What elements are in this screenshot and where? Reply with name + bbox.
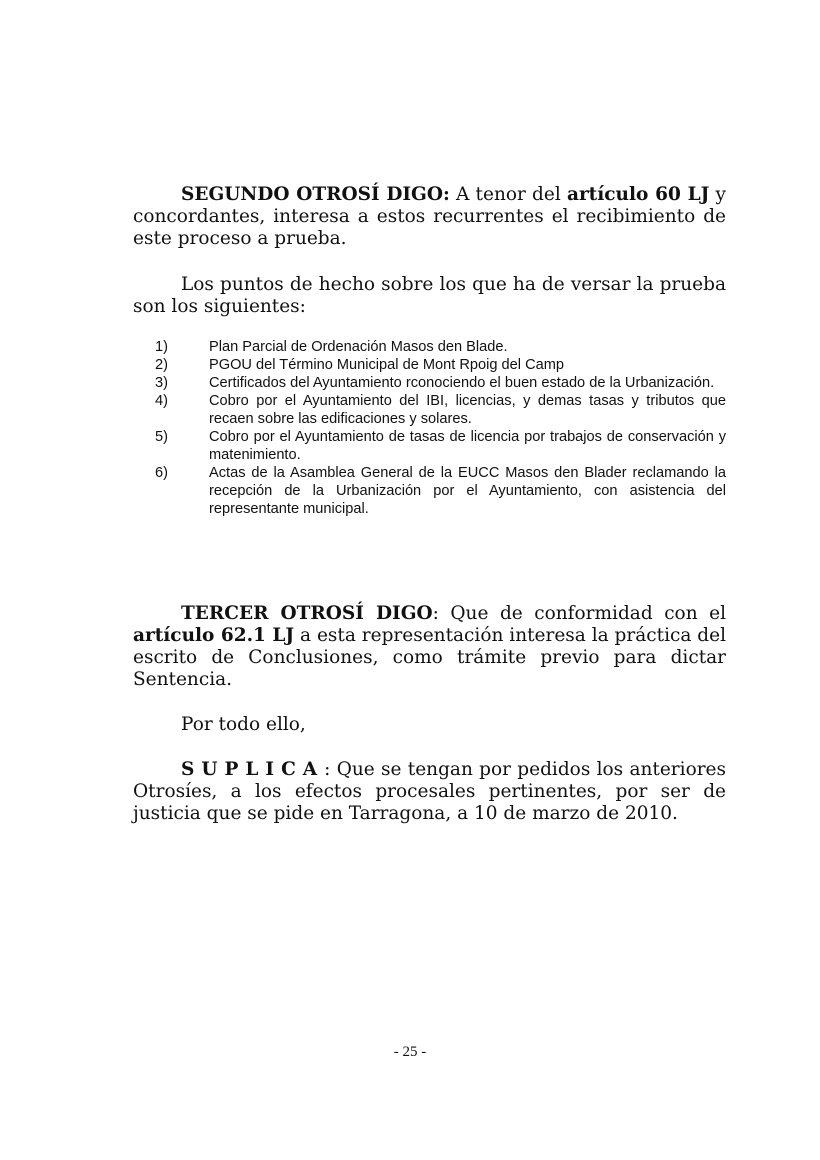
list-item: 4) Cobro por el Ayuntamiento del IBI, licencias, y demas tasas y tributos que recaen sobre las edificaciones y solares. <box>155 393 726 427</box>
page-number: - 25 - <box>393 1044 427 1060</box>
list-item: 6) Actas de la Asamblea General de la EUCC Masos den Blader reclamando la recepción de la Urbanización por el Ayuntamiento, con asistencia del representante municipal. <box>155 465 726 517</box>
article-reference: artículo 62.1 LJ <box>133 625 295 646</box>
suplica-heading: SUPLICA <box>181 759 325 780</box>
tercer-otrosi-paragraph: TERCER OTROSÍ DIGO: Que de conformidad con el artículo 62.1 LJ a esta representación interesa la práctica del escrito de Conclusiones, como trámite previo para dictar Sentencia. <box>133 603 727 690</box>
article-reference: artículo 60 LJ <box>566 184 710 205</box>
tercer-otrosi-heading: TERCER OTROSÍ DIGO <box>181 603 433 624</box>
segundo-otrosi-heading: SEGUNDO OTROSÍ DIGO: <box>181 184 450 205</box>
segundo-otrosi-paragraph: SEGUNDO OTROSÍ DIGO: A tenor del artículo 60 LJ y concordantes, interesa a estos recurrentes el recibimiento de este proceso a prueba. <box>133 184 727 249</box>
evidence-list <box>155 338 726 518</box>
suplica-paragraph: SUPLICA: Que se tengan por pedidos los anteriores Otrosíes, a los efectos procesales pertinentes, por ser de justicia que se pide en Tarragona, a 10 de marzo de 2010. <box>133 759 726 824</box>
list-item: 3) Certificados del Ayuntamiento rconociendo el buen estado de la Urbanización. <box>155 375 715 391</box>
list-item: 5) Cobro por el Ayuntamiento de tasas de licencia por trabajos de conservación y matenimiento. <box>155 429 726 463</box>
por-todo-paragraph: Por todo ello, <box>181 714 306 735</box>
list-item: 2) PGOU del Término Municipal de Mont Rpoig del Camp <box>155 357 565 373</box>
list-item: 1) Plan Parcial de Ordenación Masos den Blade. <box>155 339 508 355</box>
puntos-paragraph: Los puntos de hecho sobre los que ha de versar la prueba son los siguientes: <box>133 274 726 317</box>
